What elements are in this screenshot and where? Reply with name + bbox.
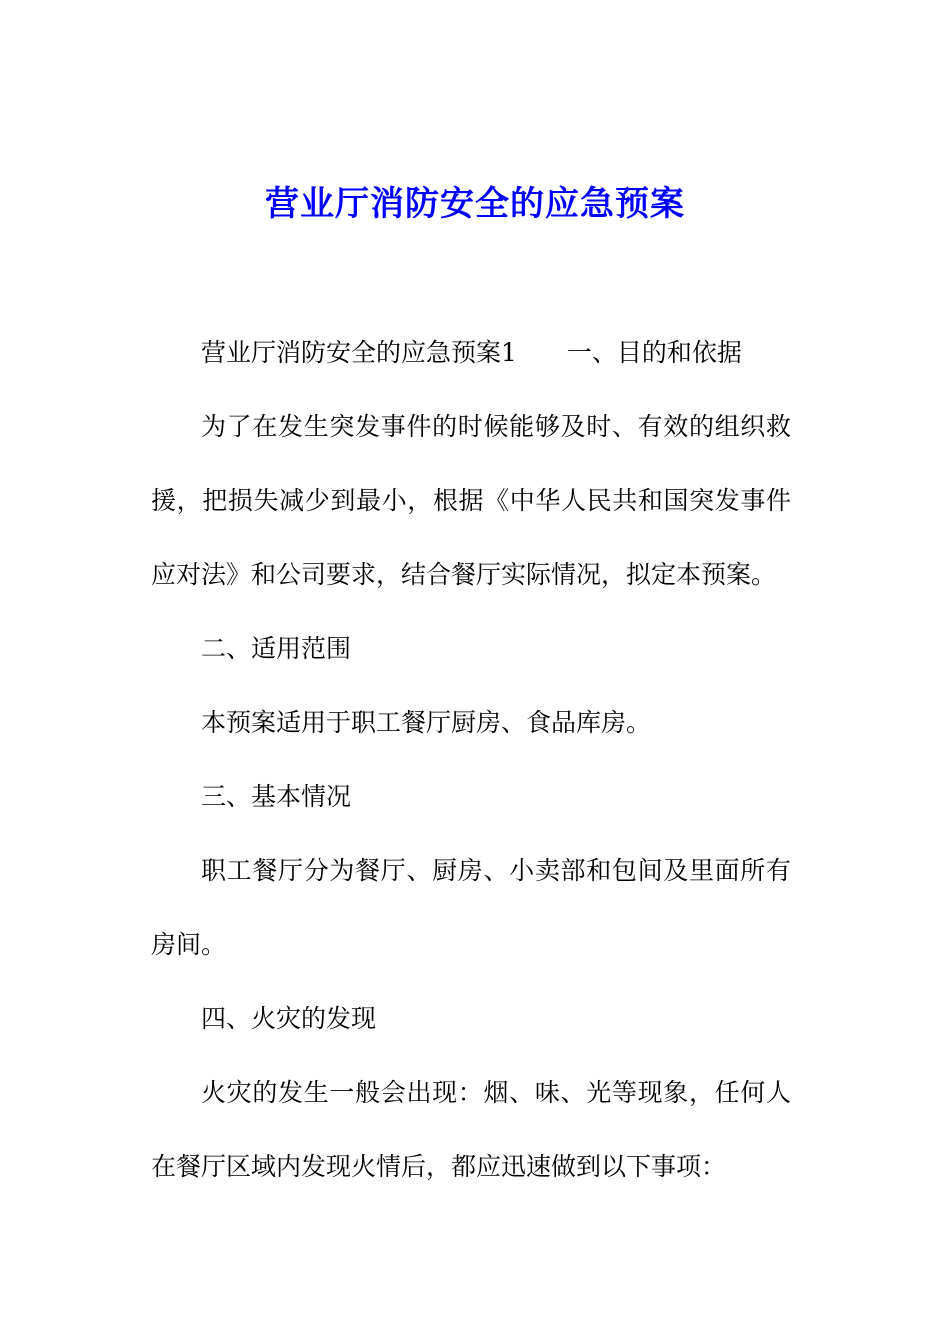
paragraph-heading-4: 四、火灾的发现 bbox=[201, 1004, 377, 1033]
paragraph-situation: 职工餐厅分为餐厅、厨房、小卖部和包间及里面所有房间。 bbox=[151, 856, 791, 959]
paragraph-heading-2: 二、适用范围 bbox=[201, 634, 352, 663]
paragraph-purpose: 为了在发生突发事件的时候能够及时、有效的组织救援，把损失减少到最小，根据《中华人民共和国突发事件应对法》和公司要求，结合餐厅实际情况，拟定本预案。 bbox=[151, 412, 791, 589]
paragraph-discovery: 火灾的发生一般会出现：烟、味、光等现象，任何人在餐厅区域内发现火情后，都应迅速做到以下事项： bbox=[151, 1078, 791, 1181]
paragraph-scope: 本预案适用于职工餐厅厨房、食品库房。 bbox=[201, 708, 652, 737]
document-body bbox=[151, 316, 791, 1204]
paragraph-heading-3: 三、基本情况 bbox=[201, 782, 352, 811]
paragraph-heading-1: 营业厅消防安全的应急预案1 一、目的和依据 bbox=[201, 338, 742, 367]
document-title: 营业厅消防安全的应急预案 bbox=[265, 184, 685, 224]
